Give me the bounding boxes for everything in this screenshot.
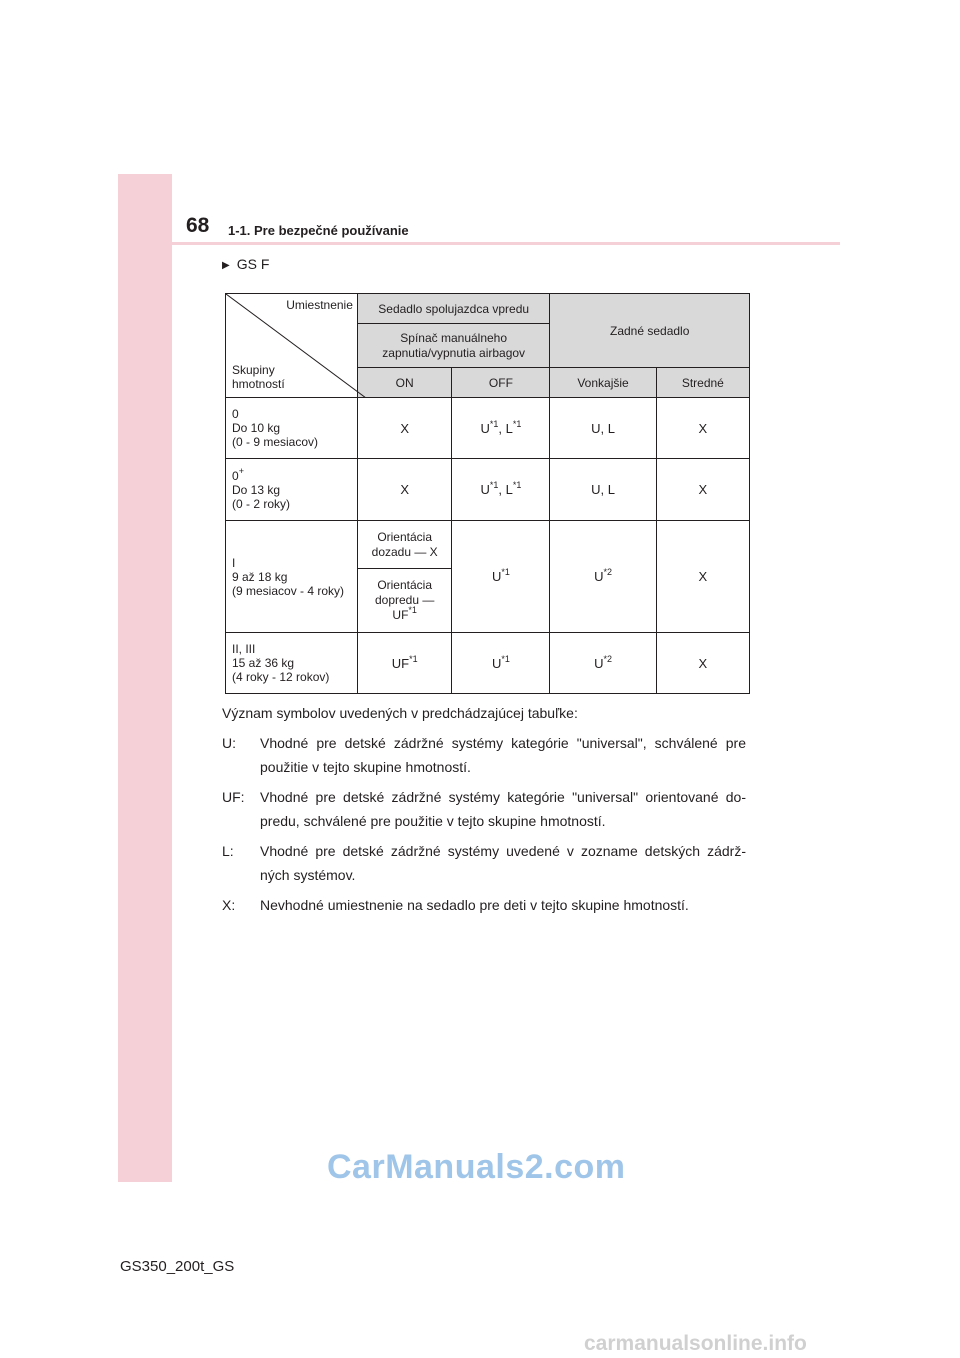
cell-center: X (656, 633, 749, 694)
cell-outer: U, L (550, 459, 656, 521)
header-rule (172, 242, 840, 245)
cell-center: X (656, 459, 749, 521)
symbol-legend (222, 701, 746, 923)
corner-header-cell (226, 294, 358, 398)
cell-off: $U^{*1}$ (452, 521, 550, 633)
footer-site-watermark: carmanualsonline.info (584, 1332, 807, 1355)
legend-item (222, 839, 746, 887)
page-number: 68 (186, 214, 210, 237)
cell-on: UF$^{*1}$ (357, 633, 452, 694)
cell-on: X (357, 398, 452, 459)
cell-on-rearward: Orientácia dozadu — X (357, 521, 452, 569)
table-row (226, 521, 750, 569)
legend-text: Vhodné pre detské zádržné systémy kategórie "universal" orientované do-predu, schválené pre použitie v tejto skupine hmotností. (260, 789, 746, 829)
legend-text: Nevhodné umiestnenie na sedadlo pre deti v tejto skupine hmotností. (260, 897, 689, 913)
group-cell: 0+ Do 13 kg (0 - 2 roky) (226, 459, 358, 521)
table-row (226, 398, 750, 459)
watermark-logo: CarManuals2.com (327, 1148, 626, 1186)
col-header-outer: Vonkajšie (550, 368, 656, 398)
cell-center: X (656, 521, 749, 633)
corner-bottom-label: Skupiny hmotností (232, 363, 285, 391)
front-seat-header: Sedadlo spolujazdca vpredu (357, 294, 550, 324)
table-row (226, 459, 750, 521)
col-header-off: OFF (452, 368, 550, 398)
group-cell: I 9 až 18 kg (9 mesiacov - 4 roky) (226, 521, 358, 633)
cell-on-forward: Orientácia dopredu — UF$^{*1}$ (357, 569, 452, 633)
cell-outer: U, L (550, 398, 656, 459)
cell-off: $U^{*1}$, $L^{*1}$ (452, 398, 550, 459)
child-restraint-table (225, 293, 750, 694)
group-cell: II, III 15 až 36 kg (4 roky - 12 rokov) (226, 633, 358, 694)
footer-model: GS350_200t_GS (120, 1258, 235, 1275)
cell-on: X (357, 459, 452, 521)
triangle-bullet-icon: ▶ (222, 260, 230, 271)
legend-text: Vhodné pre detské zádržné systémy uvedené v zozname detských zádrž-ných systémov. (260, 843, 746, 883)
cell-outer: $U^{*2}$ (550, 521, 656, 633)
legend-item (222, 785, 746, 833)
legend-key: U: (222, 735, 236, 751)
col-header-center: Stredné (656, 368, 749, 398)
cell-outer: $U^{*2}$ (550, 633, 656, 694)
table-row (226, 633, 750, 694)
legend-text: Vhodné pre detské zádržné systémy kategórie "universal", schválené pre použitie v tejto skupine hmotností. (260, 735, 746, 775)
variant-heading (222, 256, 269, 272)
legend-item (222, 731, 746, 779)
legend-key: UF: (222, 789, 245, 805)
cell-center: X (656, 398, 749, 459)
cell-off: $U^{*1}$ (452, 633, 550, 694)
section-title: 1-1. Pre bezpečné používanie (228, 223, 409, 238)
legend-intro: Význam symbolov uvedených v predchádzajúcej tabuľke: (222, 705, 578, 721)
rear-seat-header: Zadné sedadlo (550, 294, 750, 368)
airbag-switch-header: Spínač manuálneho zapnutia/vypnutia airbagov (357, 324, 550, 368)
variant-label: GS F (236, 256, 270, 272)
legend-key: L: (222, 843, 234, 859)
corner-top-label: Umiestnenie (286, 298, 353, 312)
cell-off: $U^{*1}$, $L^{*1}$ (452, 459, 550, 521)
legend-item (222, 893, 746, 917)
legend-key: X: (222, 897, 236, 913)
group-cell: 0 Do 10 kg (0 - 9 mesiacov) (226, 398, 358, 459)
col-header-on: ON (357, 368, 452, 398)
side-color-band (118, 174, 172, 1182)
